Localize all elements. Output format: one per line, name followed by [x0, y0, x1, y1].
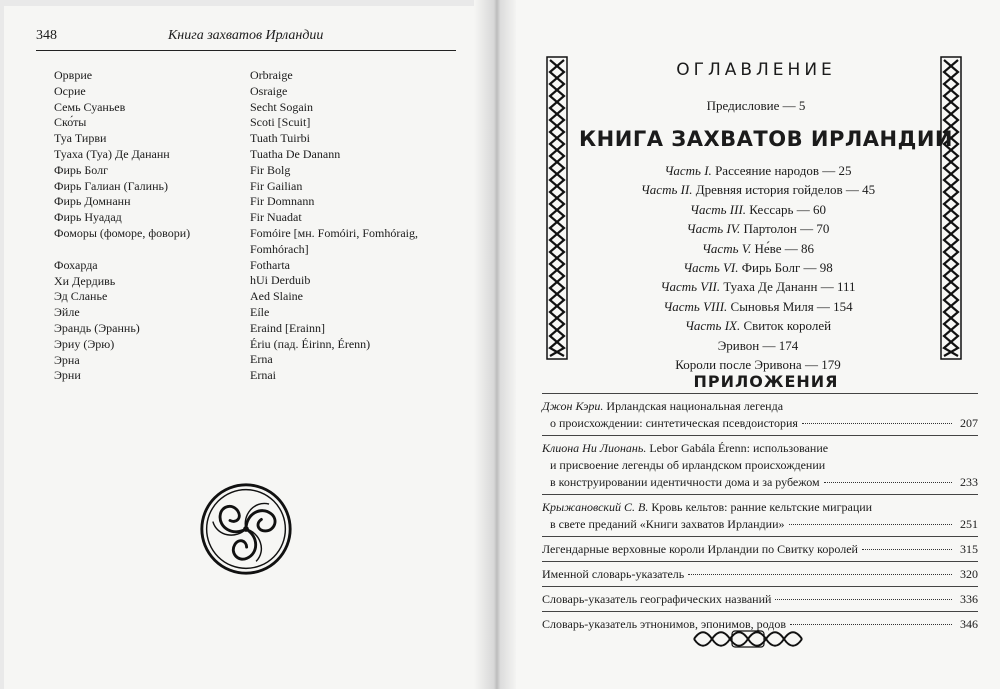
- term-irish: Fomhórach]: [250, 241, 309, 256]
- index-title: Именной словарь-указатель: [542, 567, 685, 581]
- part-number: Часть VI.: [683, 260, 739, 276]
- index-page: 320: [960, 567, 978, 581]
- index-page: 336: [960, 592, 978, 606]
- appendix-list: [542, 393, 978, 636]
- term-irish: Erna: [250, 352, 273, 367]
- part-number: Часть VIII.: [663, 298, 728, 314]
- term-irish: Fir Bolg: [250, 162, 291, 177]
- term-ru: Туаха (Туа) Де Дананн: [54, 146, 170, 161]
- appendix-title-line: в конструировании идентичности дома и за рубежом: [550, 475, 820, 489]
- term-irish: Fir Nuadat: [250, 210, 302, 225]
- appendix-entry: [542, 495, 978, 536]
- toc-part: [576, 258, 940, 277]
- term-ru: Хи Дердивь: [54, 273, 116, 288]
- toc-part: [576, 219, 940, 238]
- index-entry: [542, 562, 978, 586]
- term-ru: Ско́ты: [54, 115, 87, 130]
- term-irish: Tuatha De Danann: [250, 146, 341, 161]
- irish-terms-column: [250, 68, 418, 384]
- part-title: Фирь Болг — 98: [741, 260, 833, 276]
- term-irish: Aed Slaine: [250, 289, 303, 304]
- celtic-knot-border-icon: [546, 56, 568, 360]
- appendix-author: Джон Кэри.: [542, 399, 604, 413]
- leader-dots: [789, 524, 953, 525]
- term-ru: Фохарда: [54, 257, 98, 272]
- part-number: Часть IV.: [686, 221, 741, 237]
- leader-dots: [802, 423, 952, 424]
- term-ru: Фоморы (фоморе, фовори): [54, 225, 191, 240]
- toc-heading: ОГЛАВЛЕНИЕ: [676, 60, 836, 80]
- appendix-title-line: и присвоение легенды об ирландском происхождении: [550, 458, 826, 472]
- appendix-page: 207: [960, 416, 978, 430]
- celtic-knot-ornament-icon: [692, 628, 804, 650]
- term-ru: Фирь Галиан (Галинь): [54, 178, 168, 193]
- term-irish: Fir Gailian: [250, 178, 303, 193]
- term-ru: Эриу (Эрю): [54, 336, 115, 351]
- part-title: Рассеяние народов — 25: [715, 163, 852, 178]
- part-number: Часть II.: [640, 182, 693, 198]
- toc-part: [576, 316, 940, 335]
- index-page: 315: [960, 542, 978, 556]
- part-number: Часть V.: [701, 240, 752, 256]
- toc-part: [576, 200, 940, 219]
- term-ru: Фирь Домнанн: [54, 194, 131, 209]
- term-irish: hUi Derduib: [250, 273, 311, 288]
- leader-dots: [862, 549, 952, 550]
- term-irish: Fomóire [мн. Fomóiri, Fomhóraig,: [250, 225, 419, 240]
- part-title: Сыновья Миля — 154: [730, 298, 853, 314]
- term-ru: Эрна: [54, 352, 80, 367]
- part-title: Кессарь — 60: [749, 201, 826, 217]
- term-irish: Fir Domnann: [250, 194, 315, 209]
- spacer: [54, 242, 190, 258]
- leader-dots: [824, 482, 952, 483]
- toc-part: [576, 161, 940, 180]
- index-title: Словарь-указатель этнонимов, эпонимов, родов: [542, 617, 787, 631]
- toc-parts-list: [576, 161, 940, 374]
- term-irish: Tuath Tuirbi: [250, 131, 310, 146]
- book-gutter: [474, 0, 518, 689]
- index-entry: [542, 537, 978, 561]
- appendix-author: Клиона Ни Лионань.: [542, 441, 647, 455]
- term-irish: Eraind [Erainn]: [250, 320, 325, 335]
- appendix-entry: [542, 394, 978, 435]
- term-ru: Эрандь (Эраннь): [54, 320, 140, 335]
- index-title: Словарь-указатель географических названий: [542, 592, 772, 606]
- term-irish: Secht Sogain: [250, 99, 313, 114]
- appendix-title-line: Lebor Gabála Érenn: использование: [649, 441, 829, 455]
- appendix-page: 233: [960, 475, 978, 489]
- part-title: Партолон — 70: [743, 221, 830, 237]
- part-title: Древняя история гойделов — 45: [695, 182, 876, 198]
- part-number: Часть I.: [664, 163, 712, 178]
- term-irish: Ériu (пад. Éirinn, Érenn): [250, 336, 371, 351]
- leader-dots: [775, 599, 952, 600]
- part-title: Не́ве — 86: [754, 240, 815, 256]
- leader-dots: [790, 624, 952, 625]
- appendix-entry: [542, 436, 978, 494]
- term-ru: Эрни: [54, 368, 81, 383]
- index-title: Легендарные верховные короли Ирландии по Свитку королей: [542, 542, 858, 556]
- term-ru: Эд Сланье: [54, 289, 108, 304]
- term-ru: Эйле: [54, 305, 80, 320]
- term-ru: Осрие: [54, 83, 86, 98]
- term-irish: Ernai: [250, 368, 276, 383]
- appendix-heading: ПРИЛОЖЕНИЯ: [693, 372, 839, 391]
- index-entry: [542, 587, 978, 611]
- triskele-ornament-icon: [198, 481, 294, 577]
- right-page: [516, 0, 1000, 689]
- term-ru: Туа Тирви: [54, 131, 107, 146]
- appendix-author: Крыжановский С. В.: [542, 500, 649, 514]
- term-ru: Семь Суаньев: [54, 99, 126, 114]
- toc-part: [576, 297, 940, 316]
- part-number: Часть IX.: [684, 318, 741, 334]
- part-number: Часть III.: [690, 201, 747, 217]
- appendix-title-line: Ирландская национальная легенда: [606, 399, 784, 413]
- term-irish: Scoti [Scuit]: [250, 115, 311, 130]
- toc-part: [576, 239, 940, 258]
- appendix-title-line: в свете преданий «Книги захватов Ирландии»: [550, 517, 785, 531]
- term-irish: Eíle: [250, 304, 270, 319]
- toc-subpart: Эривон — 174: [717, 337, 799, 353]
- leader-dots: [688, 574, 952, 575]
- term-ru: Орврие: [54, 68, 93, 82]
- term-ru: Фирь Нуадад: [54, 210, 122, 225]
- toc-preface: Предисловие — 5: [706, 98, 806, 113]
- term-irish: Orbraige: [250, 68, 293, 82]
- appendix-title-line: о происхождении: синтетическая псевдоистория: [550, 416, 798, 430]
- running-title: Книга захватов Ирландии: [168, 28, 324, 43]
- russian-terms-column: [54, 68, 190, 384]
- part-number: Часть VII.: [660, 279, 721, 295]
- toc-part: [576, 277, 940, 296]
- term-irish: Osraige: [250, 83, 288, 98]
- part-title: Туаха Де Дананн — 111: [723, 279, 856, 295]
- index-page: 346: [960, 617, 978, 631]
- page-number: 348: [36, 28, 57, 43]
- appendix-title-line: Кровь кельтов: ранние кельтские миграции: [651, 500, 873, 514]
- left-page: [4, 6, 480, 689]
- appendix-page: 251: [960, 517, 978, 531]
- term-irish: Fotharta: [250, 257, 290, 272]
- toc-subpart: Короли после Эривона — 179: [675, 357, 841, 373]
- toc-part: [576, 180, 940, 199]
- celtic-knot-border-icon: [940, 56, 962, 360]
- book-title: КНИГА ЗАХВАТОВ ИРЛАНДИИ: [579, 127, 953, 151]
- part-title: Свиток королей: [743, 318, 832, 334]
- term-ru: Фирь Болг: [54, 162, 109, 177]
- running-head: [36, 28, 456, 51]
